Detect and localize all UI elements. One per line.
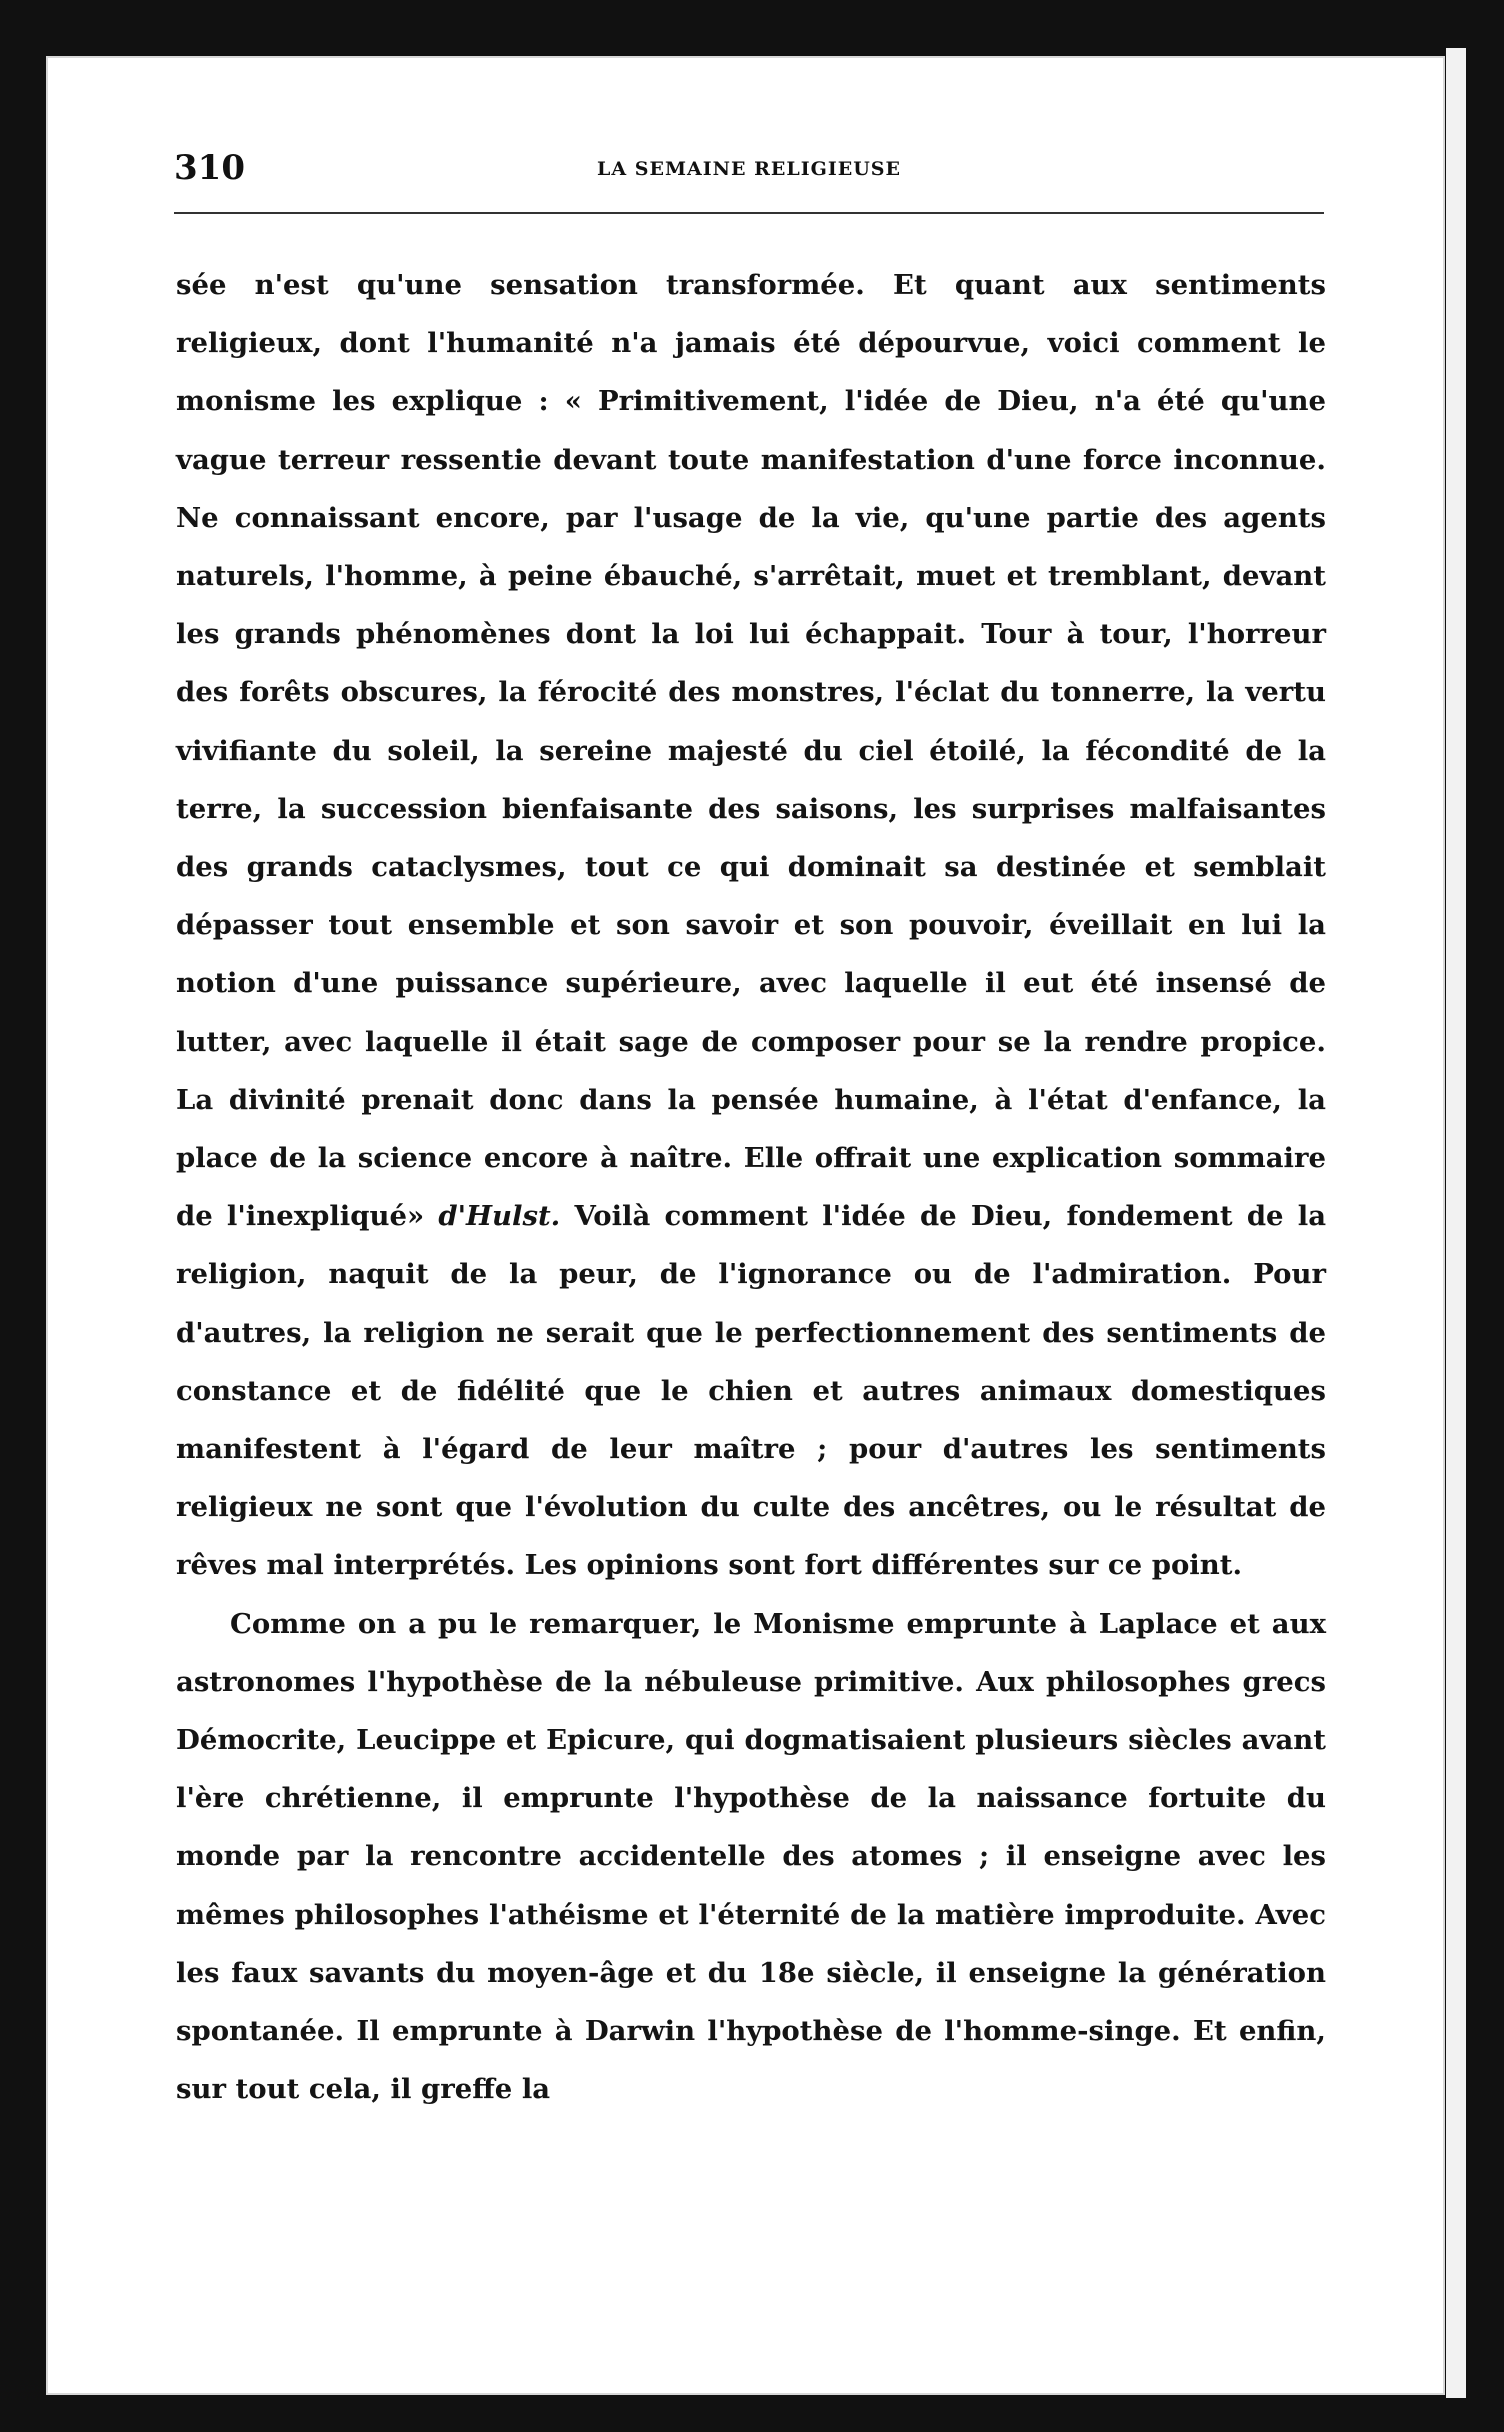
paragraph-2: Comme on a pu le remarquer, le Monisme emprunte à Laplace et aux astronomes l'hypothèse de la nébuleuse primitive. Aux philosophes grecs Démocrite, Leucippe et Epicure, qui dogmatisaient plusieurs siècles avant l'ère chrétienne, il emprunte l'hypothèse de la naissance fortuite du monde par la rencontre accidentelle des atomes ; il enseigne avec les mêmes philosophes l'athéisme et l'éternité de la matière improduite. Avec les faux savants du moyen-âge et du 18e siècle, il enseigne la génération spontanée. Il emprunte à Darwin l'hypothèse de l'homme-singe. Et enfin, sur tout cela, il greffe la: [176, 1607, 1326, 2106]
running-title: LA SEMAINE RELIGIEUSE: [597, 158, 901, 180]
paragraph-1-text-after-author: Voilà comment l'idée de Dieu, fondement de la religion, naquit de la peur, de l'ignorance ou de l'admiration. Pour d'autres, la religion ne serait que le perfectionnement des sentiments de constance et de fidélité que le chien et autres animaux domestiques manifestent à l'égard de leur maître ; pour d'autres les sentiments religieux ne sont que l'évolution du culte des ancêtres, ou le résultat de rêves mal interprétés. Les opinions sont fort différentes sur ce point.: [176, 1200, 1327, 1582]
paragraph-1: [176, 256, 1326, 1595]
page-edge: [1446, 48, 1466, 2398]
paragraph-1-text-before-author: sée n'est qu'une sensation transformée. Et quant aux sentiments religieux, dont l'humanité n'a jamais été dépourvue, voici comment le monisme les explique : « Primitivement, l'idée de Dieu, n'a été qu'une vague terreur ressentie devant toute manifestation d'une force inconnue. Ne connaissant encore, par l'usage de la vie, qu'une partie des agents naturels, l'homme, à peine ébauché, s'arrêtait, muet et tremblant, devant les grands phénomènes dont la loi lui échappait. Tour à tour, l'horreur des forêts obscures, la férocité des monstres, l'éclat du tonnerre, la vertu vivifiante du soleil, la sereine majesté du ciel étoilé, la fécondité de la terre, la succession bienfaisante des saisons, les surprises malfaisantes des grands cataclysmes, tout ce qui dominait sa destinée et semblait dépasser tout ensemble et son savoir et son pouvoir, éveillait en lui la notion d'une puissance supérieure, avec laquelle il eut été insensé de lutter, avec laquelle il était sage de composer pour se la rendre propice. La divinité prenait donc dans la pensée humaine, à l'état d'enfance, la place de la science encore à naître. Elle offrait une explication sommaire de l'inexpliqué»: [176, 269, 1326, 1233]
body-text: [176, 256, 1326, 2119]
page-number: 310: [174, 148, 245, 188]
author-citation: d'Hulst.: [438, 1200, 561, 1233]
header-rule: [174, 212, 1324, 214]
page-header: [174, 148, 1324, 198]
